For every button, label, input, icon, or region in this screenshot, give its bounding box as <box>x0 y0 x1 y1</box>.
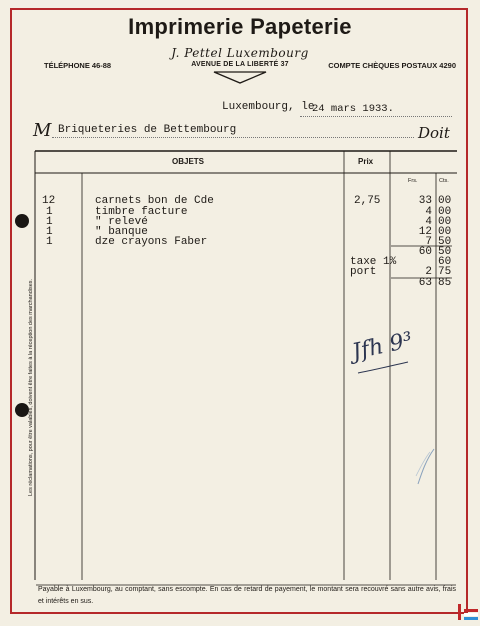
port-frs: 2 <box>425 266 432 278</box>
column-header-frs: Frs. <box>408 178 418 184</box>
tax-label: taxe 1% <box>350 256 397 268</box>
telephone: TÉLÉPHONE 46-88 <box>44 61 112 70</box>
item-frs: 4 <box>425 206 432 218</box>
item-qty: 1 <box>46 216 53 228</box>
column-header-objets: OBJETS <box>172 157 205 166</box>
item-frs: 12 <box>418 226 432 238</box>
corner-flag-logo <box>458 604 478 624</box>
postal-account: COMPTE CHÈQUES POSTAUX 4290 <box>328 61 456 70</box>
column-header-cts: Cts. <box>439 178 449 184</box>
shop-name-first: Imprimerie <box>128 14 244 39</box>
recipient-name: Briqueteries de Bettembourg <box>58 124 237 136</box>
total-frs: 63 <box>418 277 432 289</box>
item-frs: 7 <box>425 236 432 248</box>
handwritten-initials: Jfh 9³ <box>350 327 415 366</box>
column-header-prix: Prix <box>358 157 374 166</box>
salutation-m: M <box>33 120 52 141</box>
invoice-date: 24 mars 1933. <box>312 103 394 115</box>
item-desc: carnets bon de Cde <box>95 195 214 207</box>
owner-name: J. Pettel Luxembourg <box>171 46 309 60</box>
side-note-reclamations: Les réclamations, pour être valables, doivent être faites à la réception des marchandises. <box>28 278 34 496</box>
subtotal-cts: 50 <box>438 246 452 258</box>
doit-label: Doit <box>418 124 450 142</box>
total-cts: 85 <box>438 277 452 289</box>
shop-name-second: Papeterie <box>250 14 352 39</box>
item-cts: 00 <box>438 206 452 218</box>
port-cts: 75 <box>438 266 452 278</box>
payment-terms: Payable à Luxembourg, au comptant, sans escompte. En cas de retard de payement, le montant sera recouvré sans autre avis, frais et intérêts en sus. <box>38 586 456 605</box>
item-desc: " banque <box>95 226 148 238</box>
pencil-mark <box>414 446 438 486</box>
item-frs: 4 <box>425 216 432 228</box>
item-qty: 12 <box>42 195 56 207</box>
place-label: Luxembourg, le <box>222 101 315 113</box>
item-cts: 50 <box>438 236 452 248</box>
shop-address: AVENUE DE LA LIBERTÉ 37 <box>191 61 289 68</box>
initials-underline <box>356 360 412 376</box>
subtotal-frs: 60 <box>418 246 432 258</box>
item-desc: " relevé <box>95 216 148 228</box>
item-qty: 1 <box>46 226 53 238</box>
item-cts: 00 <box>438 216 452 228</box>
item-desc: dze crayons Faber <box>95 236 208 248</box>
port-label: port <box>350 266 377 278</box>
item-qty: 1 <box>46 206 53 218</box>
item-cts: 00 <box>438 226 452 238</box>
item-desc: timbre facture <box>95 206 188 218</box>
item-price: 2,75 <box>354 195 381 207</box>
item-cts: 00 <box>438 195 452 207</box>
item-frs: 33 <box>418 195 432 207</box>
tax-cts: 60 <box>438 256 452 268</box>
item-qty: 1 <box>46 236 53 248</box>
